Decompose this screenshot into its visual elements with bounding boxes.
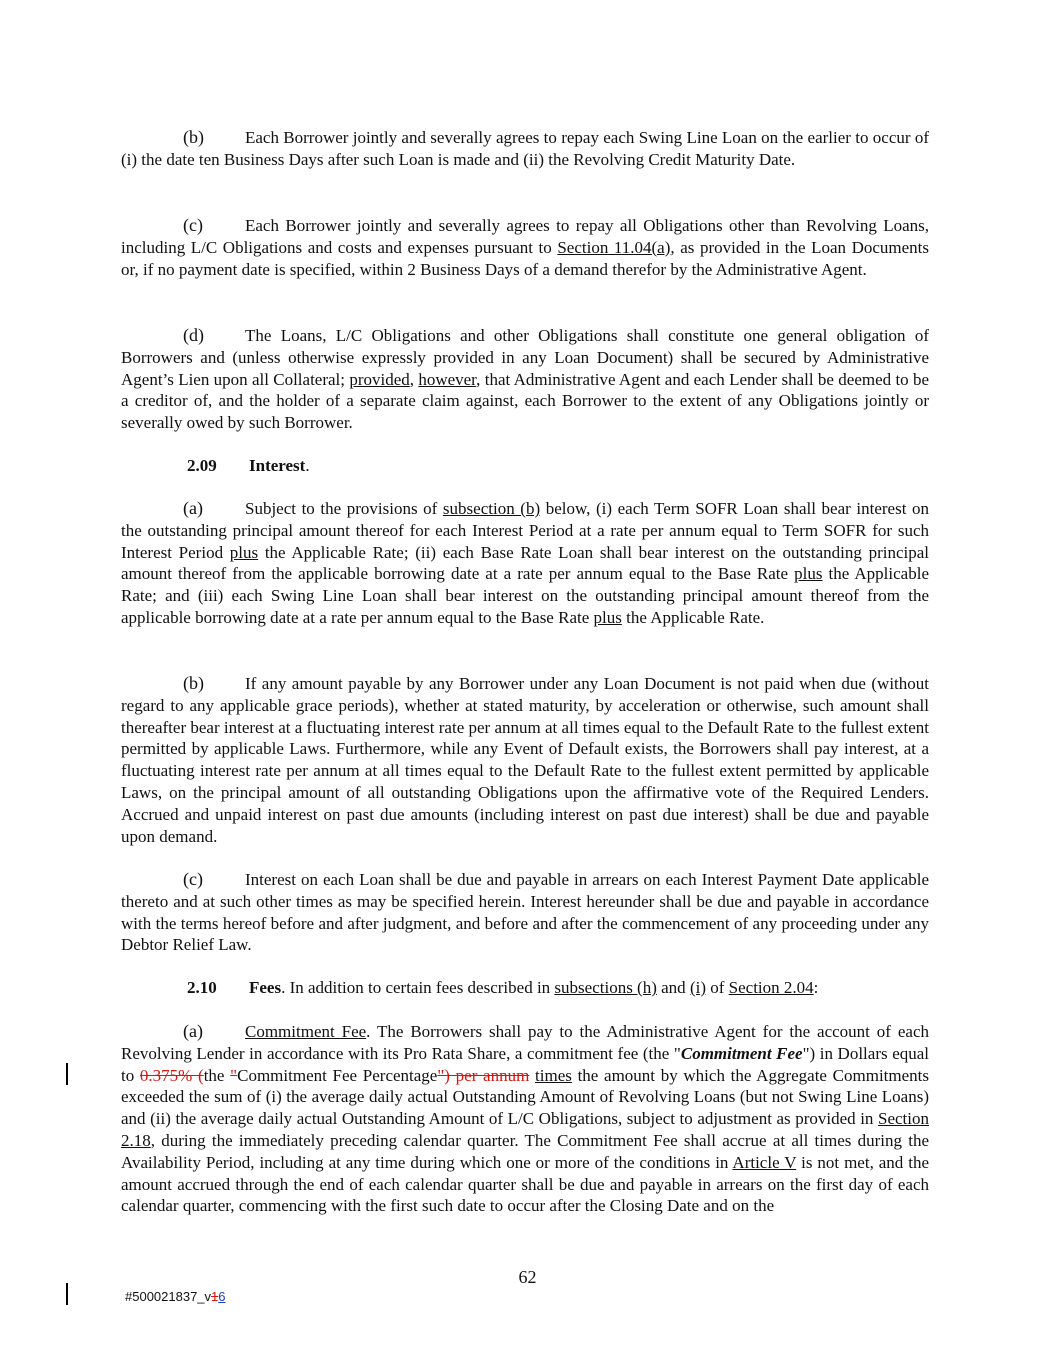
text-run: is not met, and the amount accrued through the end of each calendar quarter shall be due and payable in arrears on the first day of each calendar quarter, commencing with the first such date to occur after the Closing Date and on the bbox=[121, 1152, 929, 1216]
paragraph-text: Each Borrower jointly and severally agrees to repay each Swing Line Loan on the earlier to occur of (i) the date ten Business Days after such Loan is made and (ii) the Revolving Credit Maturity Date. bbox=[121, 128, 929, 169]
text-run: the amount by which the Aggregate Commitments exceeded the sum of (i) the average daily actual Outstanding Amount of Revolving Loans (but not Swing Line Loans) and (ii) the average daily actual Outstanding Amount of L/C Obligations, subject to adjustment as provided in bbox=[121, 1065, 930, 1129]
text-run: ") in Dollars equal to bbox=[121, 1043, 930, 1085]
deleted-text: " bbox=[230, 1065, 238, 1085]
text-run: . In addition to certain fees described in bbox=[281, 978, 555, 997]
section-reference: Section 2.04 bbox=[728, 978, 814, 997]
text-run: Subject to the provisions of bbox=[245, 499, 443, 518]
paragraph-text: If any amount payable by any Borrower under any Loan Document is not paid when due (without regard to any applicable grace periods), whether at stated maturity, by acceleration or otherwise, such amount shall thereafter bear interest at a fluctuating interest rate per annum at all times equal to the Default Rate to the fullest extent permitted by applicable Laws. Furthermore, while any Event of Default exists, the Borrowers shall pay interest, at a fluctuating interest rate per annum at all times equal to the Default Rate to the fullest extent permitted by applicable Laws, on the principal amount of all outstanding Obligations upon the affirmative vote of the Required Lenders. Accrued and unpaid interest on past due amounts (including interest on past due interest) shall be due and payable upon demand. bbox=[121, 674, 929, 846]
clause-label: (b) bbox=[183, 673, 204, 693]
text-run: Each Borrower jointly and severally agrees to repay all Obligations other than Revolving Loans, including L/C Obligations and costs and expenses pursuant to bbox=[121, 216, 929, 257]
section-heading-2-09 bbox=[187, 455, 310, 477]
paragraph-2-08-c bbox=[121, 215, 929, 280]
revision-change-bar bbox=[66, 1283, 68, 1305]
clause-label: (c) bbox=[183, 869, 203, 889]
text-run: : bbox=[813, 978, 819, 997]
clause-label: (c) bbox=[183, 215, 203, 235]
section-heading-2-10 bbox=[187, 977, 818, 999]
doc-id-text: #500021837_v bbox=[125, 1289, 212, 1304]
deleted-text: 0.375% ( bbox=[139, 1065, 204, 1085]
defined-term: Commitment Fee bbox=[680, 1043, 803, 1063]
text-run: the Applicable Rate. bbox=[621, 607, 765, 627]
text-run: the Applicable Rate; and (iii) each Swing Line Loan shall bear interest on the outstanding principal amount thereof from the applicable borrowing date at a rate per annum equal to the Base Rate bbox=[121, 564, 929, 627]
deleted-text: ") per annum bbox=[437, 1065, 530, 1085]
paragraph-2-08-d bbox=[121, 325, 929, 434]
underlined-term: plus bbox=[794, 564, 823, 584]
text-run: below, (i) each Term SOFR Loan shall bear interest on the outstanding principal amount thereof for each Interest Period at a rate per annum equal to Term SOFR for such Interest Period bbox=[121, 499, 930, 562]
clause-label: (b) bbox=[183, 127, 204, 147]
clause-label: (a) bbox=[183, 1021, 203, 1041]
text-run: the bbox=[203, 1065, 231, 1085]
section-number: 2.10 bbox=[187, 978, 217, 997]
text-run: . The Borrowers shall pay to the Administrative Agent for the account of each Revolving Lender in accordance with its Pro Rata Share, a commitment fee (the " bbox=[121, 1022, 929, 1063]
document-id bbox=[125, 1286, 226, 1308]
paragraph-2-09-a bbox=[121, 498, 929, 629]
section-title: Fees bbox=[249, 978, 282, 997]
section-reference: Section 11.04(a) bbox=[557, 237, 671, 257]
text-run: , as provided in the Loan Documents or, if no payment date is specified, within 2 Business Days of a demand therefor by the Administrative Agent. bbox=[121, 237, 929, 279]
page-number: 62 bbox=[518, 1267, 537, 1287]
inserted-version: 6 bbox=[218, 1289, 226, 1304]
subsection-reference: subsections (h) bbox=[554, 978, 657, 997]
text-run: and bbox=[656, 978, 690, 997]
underlined-term: Commitment Fee bbox=[245, 1022, 367, 1041]
text-run: The Loans, L/C Obligations and other Obligations shall constitute one general obligation of Borrowers and (unless otherwise expressly provided in any Loan Document) shall be secured by Administrative Agent’s Lien upon all Collateral; bbox=[121, 326, 929, 389]
subsection-reference: subsection (b) bbox=[442, 499, 541, 518]
text-run: the Applicable Rate; (ii) each Base Rate Loan shall bear interest on the outstanding principal amount thereof from the applicable borrowing date at a rate per annum equal to the Base Rate bbox=[121, 542, 929, 584]
clause-label: (d) bbox=[183, 325, 204, 345]
paragraph-2-08-b bbox=[121, 127, 929, 171]
deleted-version: 1 bbox=[211, 1289, 219, 1304]
underlined-term: however bbox=[418, 369, 477, 389]
clause-label: (a) bbox=[183, 498, 203, 518]
text-run: . bbox=[305, 456, 310, 475]
text-run: Commitment Fee Percentage bbox=[237, 1065, 438, 1085]
paragraph-2-10-a bbox=[121, 1021, 929, 1217]
section-number: 2.09 bbox=[187, 456, 217, 475]
paragraph-text: Interest on each Loan shall be due and payable in arrears on each Interest Payment Date applicable thereto and at such other times as may be specified herein. Interest hereunder shall be due and payable in accordance with the terms hereof before and after judgment, and before and after the commencement of any proceeding under any Debtor Relief Law. bbox=[121, 870, 929, 955]
subsection-reference: (i) bbox=[689, 978, 706, 997]
paragraph-2-09-c bbox=[121, 869, 929, 956]
revision-change-bar bbox=[66, 1063, 68, 1085]
section-reference: Section 2.18 bbox=[121, 1109, 929, 1150]
article-reference: Article V bbox=[732, 1152, 797, 1172]
underlined-term: plus bbox=[593, 607, 622, 627]
text-run: , bbox=[409, 369, 419, 389]
underlined-term: provided bbox=[349, 369, 410, 389]
text-run: of bbox=[705, 978, 729, 997]
text-run: , that Administrative Agent and each Lender shall be deemed to be a creditor of, and the holder of a separate claim against, each Borrower to the extent of any Obligations jointly or severally owed by such Borrower. bbox=[121, 369, 930, 433]
text-run: , during the immediately preceding calendar quarter. The Commitment Fee shall accrue at all times during the Availability Period, including at any time during which one or more of the conditions in bbox=[121, 1130, 929, 1172]
paragraph-2-09-b bbox=[121, 673, 929, 847]
section-title: Interest bbox=[249, 456, 306, 475]
underlined-term: plus bbox=[229, 542, 259, 562]
underlined-term: times bbox=[535, 1065, 572, 1085]
